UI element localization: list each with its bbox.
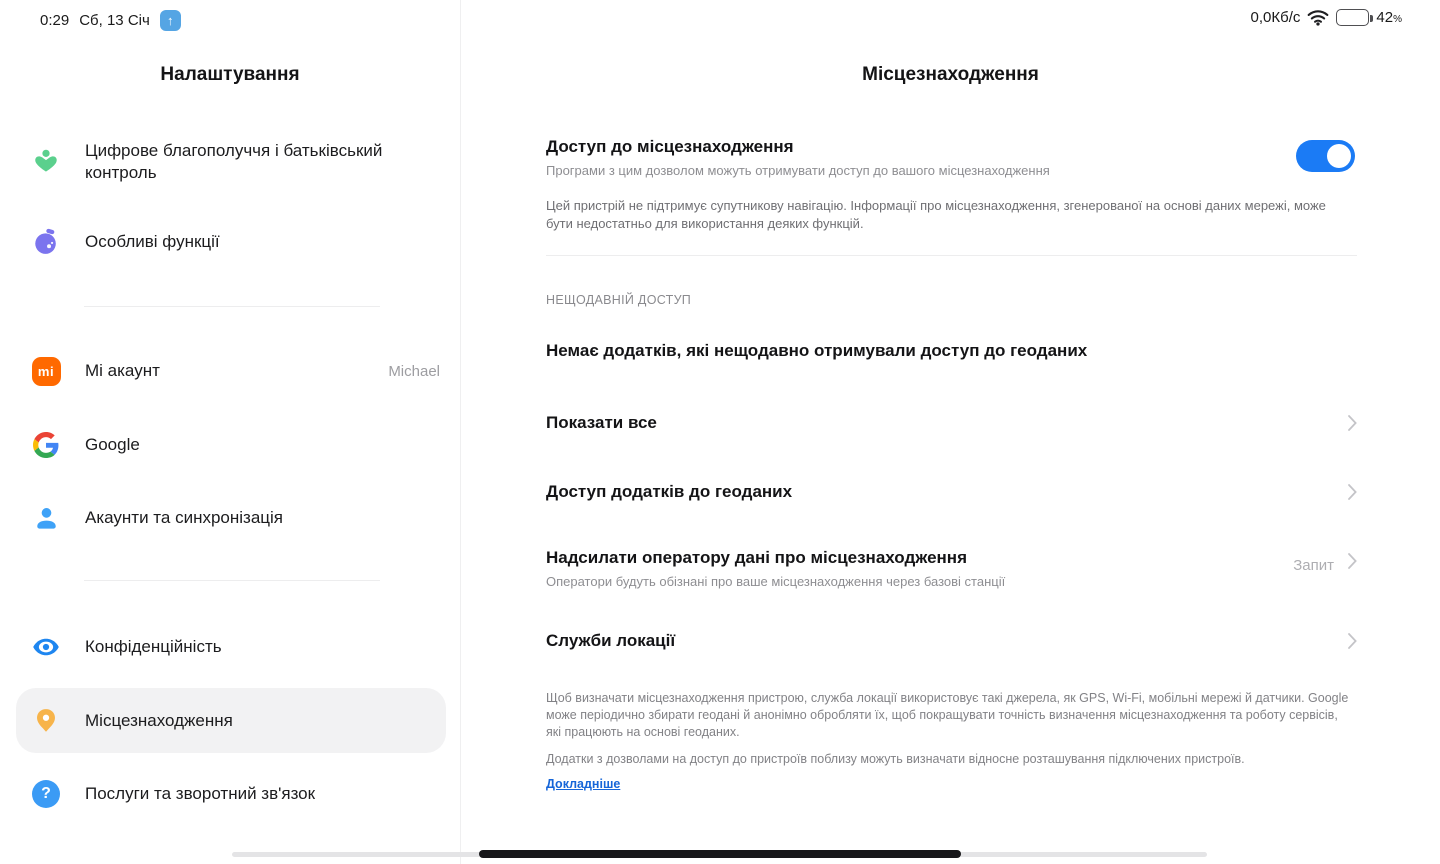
- network-speed: 0,0Кб/с: [1250, 9, 1301, 26]
- question-glyph: ?: [41, 785, 51, 802]
- carrier-location-value: Запит: [1293, 557, 1334, 574]
- footer-paragraph-2: Додатки з дозволами на доступ до пристроїв поблизу можуть визначати відносне розташування підключених пристроїв.: [546, 752, 1245, 766]
- content-divider: [546, 255, 1357, 256]
- carrier-location-title: Надсилати оператору дані про місцезнаходження: [546, 548, 967, 567]
- location-pin-icon: [31, 706, 61, 736]
- show-all-row[interactable]: [546, 411, 1357, 435]
- learn-more-link[interactable]: Докладніше: [546, 777, 621, 791]
- chevron-right-icon: [1348, 553, 1357, 569]
- sidebar-item-label: Послуги та зворотний зв'язок: [85, 784, 316, 803]
- clock: 0:29: [40, 12, 70, 29]
- battery-percent-value: 42: [1376, 9, 1394, 26]
- location-services-row[interactable]: [546, 629, 1357, 653]
- sidebar-item-privacy[interactable]: [0, 619, 460, 675]
- location-services-label: Служби локації: [546, 631, 676, 650]
- mi-account-icon: [31, 356, 61, 386]
- sidebar-item-accounts-sync[interactable]: [0, 490, 460, 546]
- location-access-title: Доступ до місцезнаходження: [546, 137, 794, 156]
- recent-access-empty-text: Немає додатків, які нещодавно отримували доступ до геоданих: [546, 341, 1088, 360]
- location-access-row: [546, 135, 1357, 179]
- sidebar-item-label: Google: [85, 435, 140, 454]
- sidebar-item-label: Конфіденційність: [85, 637, 222, 656]
- google-icon: [31, 430, 61, 460]
- gps-notice-text: Цей пристрій не підтримує супутникову навігацію. Інформації про місцезнаходження, згенерованої на основі даних мережі, може бути недостатньо для використання деяких функцій.: [546, 198, 1326, 231]
- sidebar-item-mi-account[interactable]: [0, 343, 460, 399]
- chevron-right-icon: [1348, 415, 1357, 431]
- footer-paragraph-1: Щоб визначати місцезнаходження пристрою, служба локації використовує такі джерела, як GPS, Wi-Fi, мобільні мережі й датчики. Google може періодично збирати геодані й анонімно обробляти їх, щоб покращувати точність визначення місцезнаходження та роботу сервісів, які працюють на основі геоданих.: [546, 691, 1349, 739]
- mi-account-name: Michael: [388, 362, 440, 380]
- carrier-location-subtitle: Оператори будуть обізнані про ваше місцезнаходження через базові станції: [546, 574, 1006, 589]
- help-question-icon: [31, 779, 61, 809]
- chevron-right-icon: [1348, 633, 1357, 649]
- sidebar-divider: [84, 580, 380, 581]
- sidebar-item-location[interactable]: [16, 688, 446, 753]
- location-settings-panel: [461, 0, 1440, 864]
- privacy-eye-icon: [31, 632, 61, 662]
- sidebar-item-label: Акаунти та синхронізація: [85, 508, 284, 527]
- recent-access-header: НЕЩОДАВНІЙ ДОСТУП: [546, 293, 692, 307]
- settings-sidebar: [0, 0, 460, 864]
- percent-sign: %: [1393, 14, 1402, 25]
- special-features-icon: [31, 227, 61, 257]
- upload-arrow-glyph: ↑: [167, 13, 174, 28]
- sidebar-item-label: Мі акаунт: [85, 361, 160, 380]
- chevron-right-icon: [1348, 484, 1357, 500]
- accounts-person-icon: [31, 503, 61, 533]
- sidebar-item-label: Місцезнаходження: [85, 710, 233, 730]
- sidebar-item-special-features[interactable]: [0, 214, 460, 270]
- mi-logo-text: mi: [32, 357, 61, 386]
- toggle-knob: [1327, 144, 1351, 168]
- app-location-access-row[interactable]: [546, 480, 1357, 504]
- sidebar-item-digital-wellbeing[interactable]: [0, 130, 460, 194]
- sidebar-item-services-feedback[interactable]: [0, 766, 460, 822]
- sidebar-divider: [84, 306, 380, 307]
- date: Сб, 13 Січ: [79, 12, 150, 29]
- app-location-access-label: Доступ додатків до геоданих: [546, 482, 793, 501]
- sidebar-item-google[interactable]: [0, 417, 460, 473]
- show-all-label: Показати все: [546, 413, 657, 432]
- sidebar-title: Налаштування: [160, 64, 300, 85]
- digital-wellbeing-icon: [31, 147, 61, 177]
- home-indicator-bar[interactable]: [479, 850, 961, 858]
- page-title: Місцезнаходження: [862, 64, 1039, 85]
- sidebar-item-label: Особливі функції: [85, 232, 220, 251]
- location-access-toggle[interactable]: [1296, 140, 1355, 172]
- location-access-subtitle: Програми з цим дозволом можуть отримувати доступ до вашого місцезнаходження: [546, 163, 1050, 178]
- sidebar-item-label: Цифрове благополуччя і батьківський контроль: [85, 141, 383, 182]
- carrier-location-row[interactable]: [546, 546, 1357, 590]
